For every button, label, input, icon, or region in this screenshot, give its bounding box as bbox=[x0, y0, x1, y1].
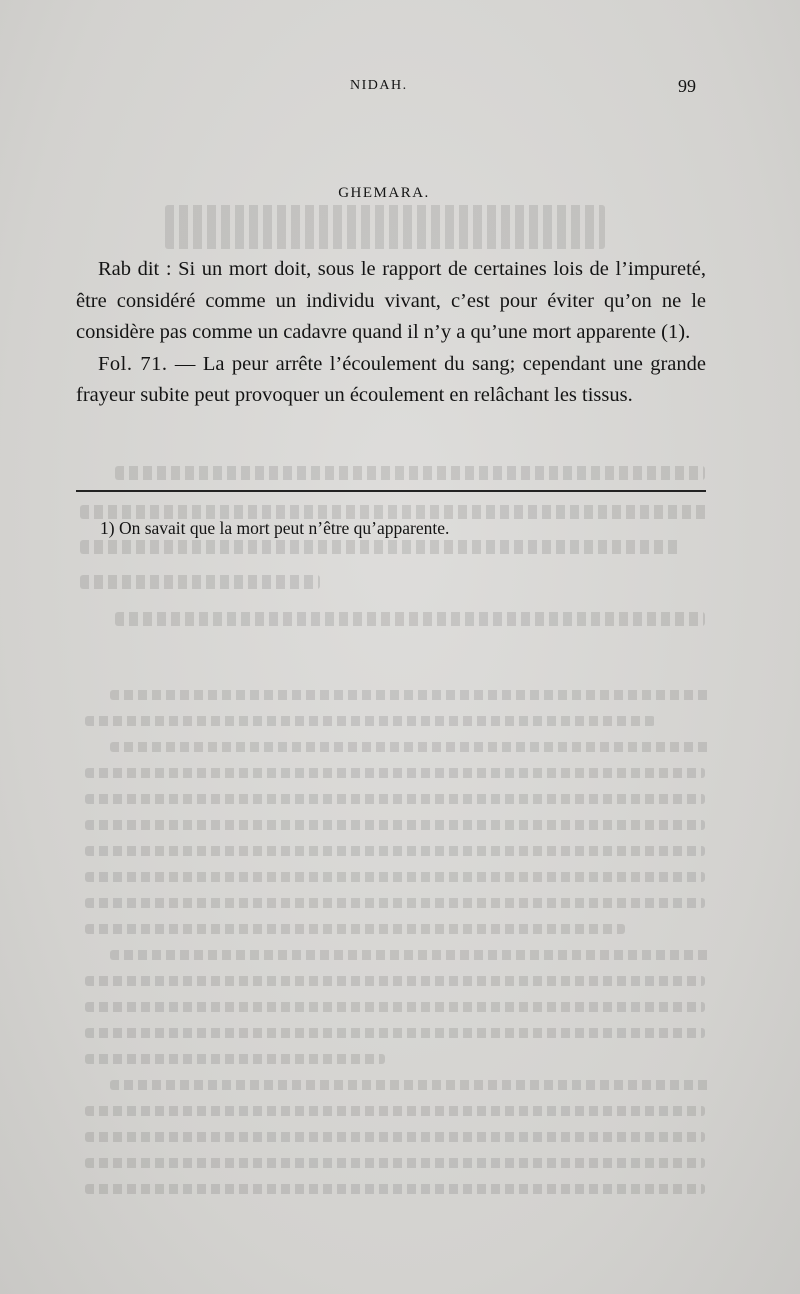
running-header bbox=[0, 78, 800, 98]
paragraph-rab bbox=[76, 254, 706, 349]
paragraph-rab-text: Rab dit : Si un mort doit, sous le rapport de certaines lois de l’impureté, être considéré comme un individu vivant, c’est pour éviter qu’on ne le considère pas comme un cadavre quand il n’y a qu’une mort apparente (1). bbox=[76, 258, 706, 343]
folio-reference: Fol. 71. bbox=[98, 352, 168, 375]
running-title: NIDAH. bbox=[350, 78, 408, 93]
footnote-1: 1) On savait que la mort peut n’être qu’apparente. bbox=[100, 518, 450, 538]
page-number: 99 bbox=[678, 76, 696, 96]
body-text bbox=[76, 254, 706, 412]
footnote-divider bbox=[76, 490, 706, 492]
paragraph-fol-71-text: — La peur arrête l’écoulement du sang; cependant une grande frayeur subite peut provoquer un écoulement en relâchant les tissus. bbox=[76, 352, 706, 406]
section-title: GHEMARA. bbox=[338, 185, 430, 201]
paragraph-fol-71 bbox=[76, 349, 706, 412]
